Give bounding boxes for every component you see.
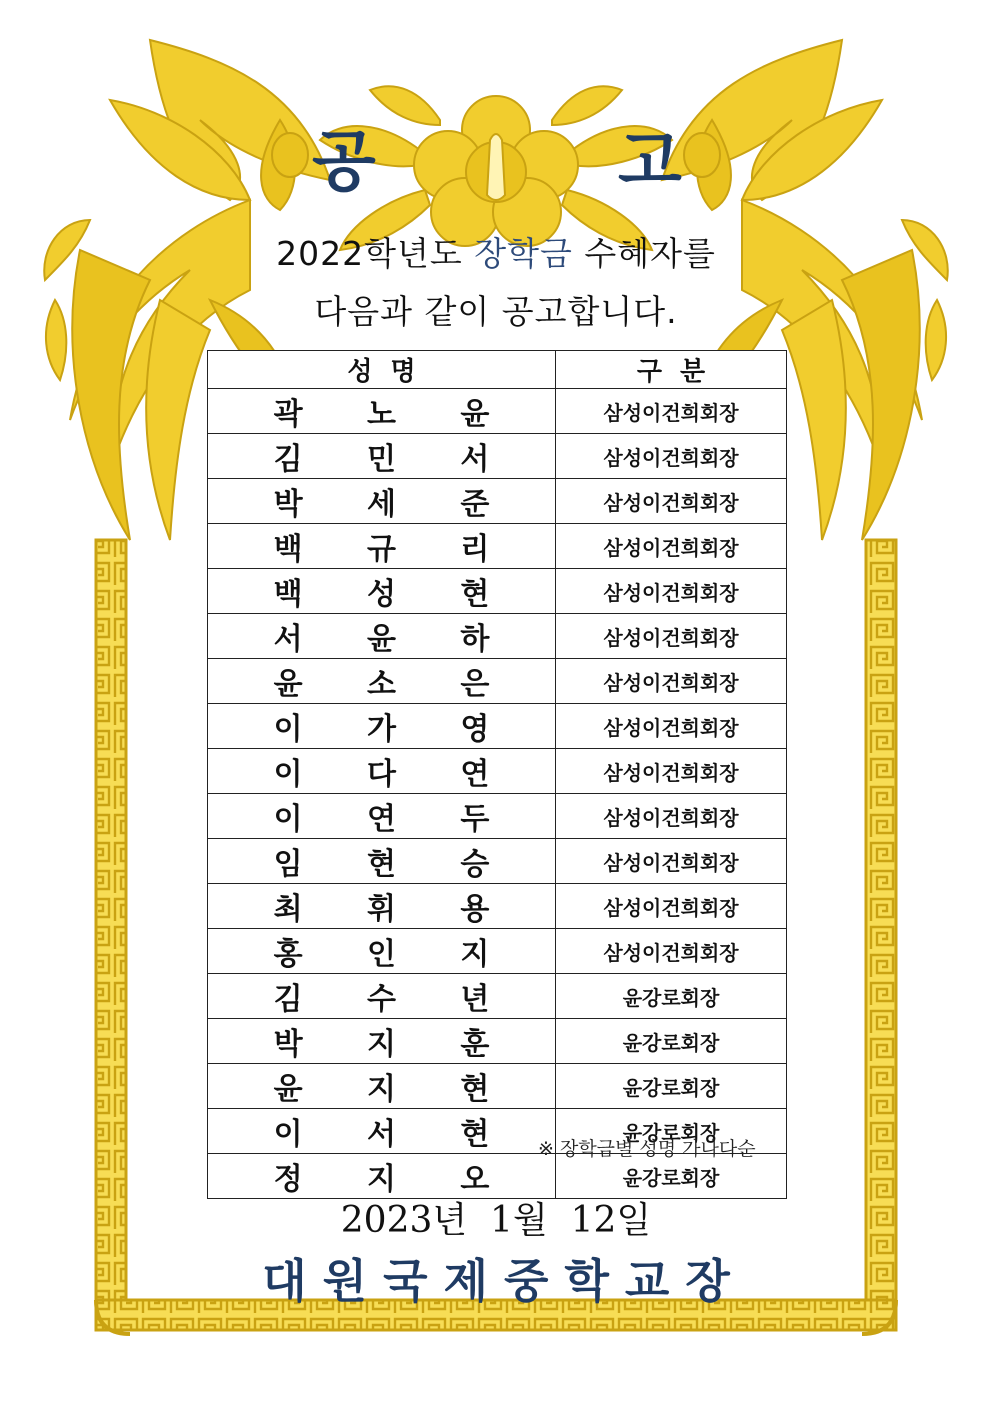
table-row bbox=[208, 1019, 787, 1064]
table-row bbox=[208, 749, 787, 794]
headline-prefix: 2022학년도 bbox=[276, 234, 475, 273]
scholarship-category: 윤강로회장 bbox=[556, 974, 787, 1019]
table-row bbox=[208, 659, 787, 704]
table-row bbox=[208, 1064, 787, 1109]
recipient-table bbox=[207, 350, 787, 1199]
recipient-name: 이 다 연 bbox=[208, 749, 556, 794]
table-body bbox=[208, 389, 787, 1199]
recipient-name: 백 성 현 bbox=[208, 569, 556, 614]
recipient-name: 서 윤 하 bbox=[208, 614, 556, 659]
title-right-char: 고 bbox=[618, 122, 682, 200]
header-name: 성 명 bbox=[208, 351, 556, 389]
headline-line1 bbox=[0, 228, 992, 275]
footnote: ※ 장학금별 성명 가나다순 bbox=[538, 1138, 756, 1160]
scholarship-category: 윤강로회장 bbox=[556, 1019, 787, 1064]
scholarship-category: 삼성이건희회장 bbox=[556, 569, 787, 614]
notice-date: 2023년 1월 12일 bbox=[340, 1200, 652, 1241]
school-signature: 대 원 국 제 중 학 교 장 bbox=[262, 1254, 730, 1308]
recipient-name: 홍 인 지 bbox=[208, 929, 556, 974]
table-row bbox=[208, 569, 787, 614]
recipient-name: 김 민 서 bbox=[208, 434, 556, 479]
recipient-name: 임 현 승 bbox=[208, 839, 556, 884]
table-row bbox=[208, 839, 787, 884]
table-row bbox=[208, 974, 787, 1019]
table-row bbox=[208, 434, 787, 479]
scholarship-category: 삼성이건희회장 bbox=[556, 929, 787, 974]
recipient-name: 박 세 준 bbox=[208, 479, 556, 524]
recipient-name: 이 가 영 bbox=[208, 704, 556, 749]
table-row bbox=[208, 614, 787, 659]
recipient-name: 이 서 현 bbox=[208, 1109, 556, 1154]
headline-accent: 장학금 bbox=[474, 234, 573, 273]
scholarship-category: 삼성이건희회장 bbox=[556, 884, 787, 929]
recipient-name: 최 휘 용 bbox=[208, 884, 556, 929]
table-row bbox=[208, 524, 787, 569]
recipient-name: 곽 노 윤 bbox=[208, 389, 556, 434]
scholarship-category: 윤강로회장 bbox=[556, 1154, 787, 1199]
table-row bbox=[208, 704, 787, 749]
recipient-name: 이 연 두 bbox=[208, 794, 556, 839]
recipient-name: 정 지 오 bbox=[208, 1154, 556, 1199]
scholarship-category: 삼성이건희회장 bbox=[556, 659, 787, 704]
title-left-char: 공 bbox=[312, 122, 376, 200]
table-row bbox=[208, 884, 787, 929]
scholarship-category: 삼성이건희회장 bbox=[556, 839, 787, 884]
recipient-name: 윤 소 은 bbox=[208, 659, 556, 704]
scholarship-category: 윤강로회장 bbox=[556, 1109, 787, 1154]
recipient-name: 김 수 년 bbox=[208, 974, 556, 1019]
recipient-name: 박 지 훈 bbox=[208, 1019, 556, 1064]
scholarship-category: 삼성이건희회장 bbox=[556, 434, 787, 479]
scholarship-category: 삼성이건희회장 bbox=[556, 704, 787, 749]
recipient-name: 윤 지 현 bbox=[208, 1064, 556, 1109]
table-row bbox=[208, 929, 787, 974]
header-category: 구 분 bbox=[556, 351, 787, 389]
scholarship-category: 윤강로회장 bbox=[556, 1064, 787, 1109]
headline-line2: 다음과 같이 공고합니다. bbox=[314, 292, 678, 331]
scholarship-category: 삼성이건희회장 bbox=[556, 479, 787, 524]
scholarship-category: 삼성이건희회장 bbox=[556, 389, 787, 434]
table-row bbox=[208, 794, 787, 839]
scholarship-category: 삼성이건희회장 bbox=[556, 749, 787, 794]
scholarship-category: 삼성이건희회장 bbox=[556, 614, 787, 659]
recipient-name: 백 규 리 bbox=[208, 524, 556, 569]
table-row bbox=[208, 389, 787, 434]
scholarship-category: 삼성이건희회장 bbox=[556, 524, 787, 569]
table-row bbox=[208, 479, 787, 524]
table-header-row bbox=[208, 351, 787, 389]
headline-suffix: 수혜자를 bbox=[572, 234, 716, 273]
scholarship-category: 삼성이건희회장 bbox=[556, 794, 787, 839]
